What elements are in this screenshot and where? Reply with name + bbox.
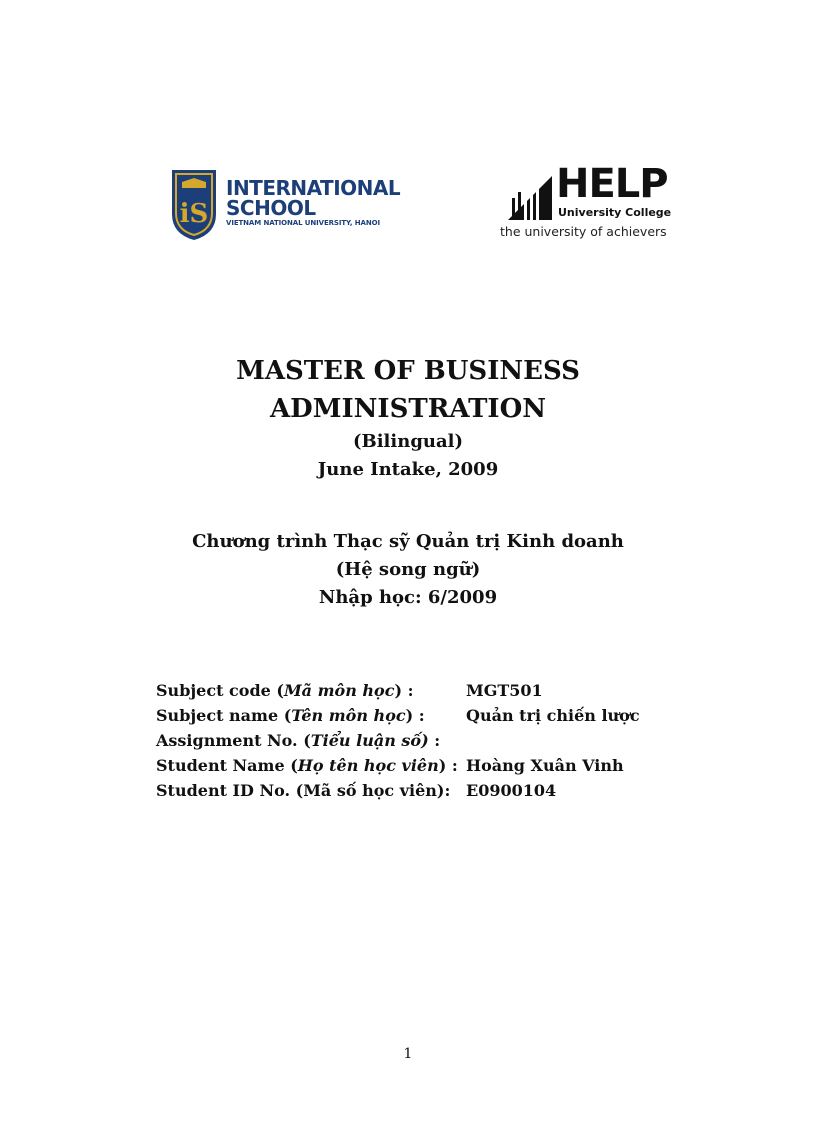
- page-number: 1: [403, 1046, 413, 1062]
- info-value: Quản trị chiến lược: [466, 706, 640, 725]
- info-value: MGT501: [466, 681, 543, 700]
- help-tagline: the university of achievers: [500, 224, 667, 239]
- info-label: Assignment No. (Tiểu luận số) :: [156, 731, 441, 750]
- info-label: Student Name (Họ tên học viên) :: [156, 756, 458, 775]
- help-subtitle: University College: [558, 206, 672, 219]
- school-name-line1: INTERNATIONAL: [226, 176, 401, 200]
- info-value: Hoàng Xuân Vinh: [466, 756, 624, 775]
- english-subtitle: [0, 428, 816, 484]
- title-line-4: June Intake, 2009: [317, 459, 499, 480]
- vn-title-line-2: (Hệ song ngữ): [335, 559, 481, 580]
- international-school-logo: [170, 168, 405, 242]
- info-label: Subject name (Tên môn học) :: [156, 706, 425, 725]
- info-label: Student ID No. (Mã số học viên):: [156, 781, 451, 800]
- vn-title-line-3: Nhập học: 6/2009: [318, 587, 498, 608]
- vietnamese-title: [0, 528, 816, 612]
- help-university-logo: [498, 161, 688, 246]
- school-affiliation: VIETNAM NATIONAL UNIVERSITY, HANOI: [226, 219, 380, 227]
- vn-title-line-1: Chương trình Thạc sỹ Quản trị Kinh doanh: [192, 531, 624, 552]
- help-wordmark: HELP: [556, 161, 668, 207]
- english-title: [0, 352, 816, 428]
- shield-letters: iS: [179, 199, 209, 229]
- info-value: E0900104: [466, 781, 557, 800]
- school-shield-icon: [170, 168, 218, 242]
- help-stripes-icon: [500, 172, 552, 220]
- title-line-1: MASTER OF BUSINESS: [236, 356, 580, 386]
- school-name-line2: SCHOOL: [226, 196, 316, 220]
- title-line-3: (Bilingual): [352, 431, 464, 452]
- info-label: Subject code (Mã môn học) :: [156, 681, 414, 700]
- title-line-2: ADMINISTRATION: [270, 394, 546, 424]
